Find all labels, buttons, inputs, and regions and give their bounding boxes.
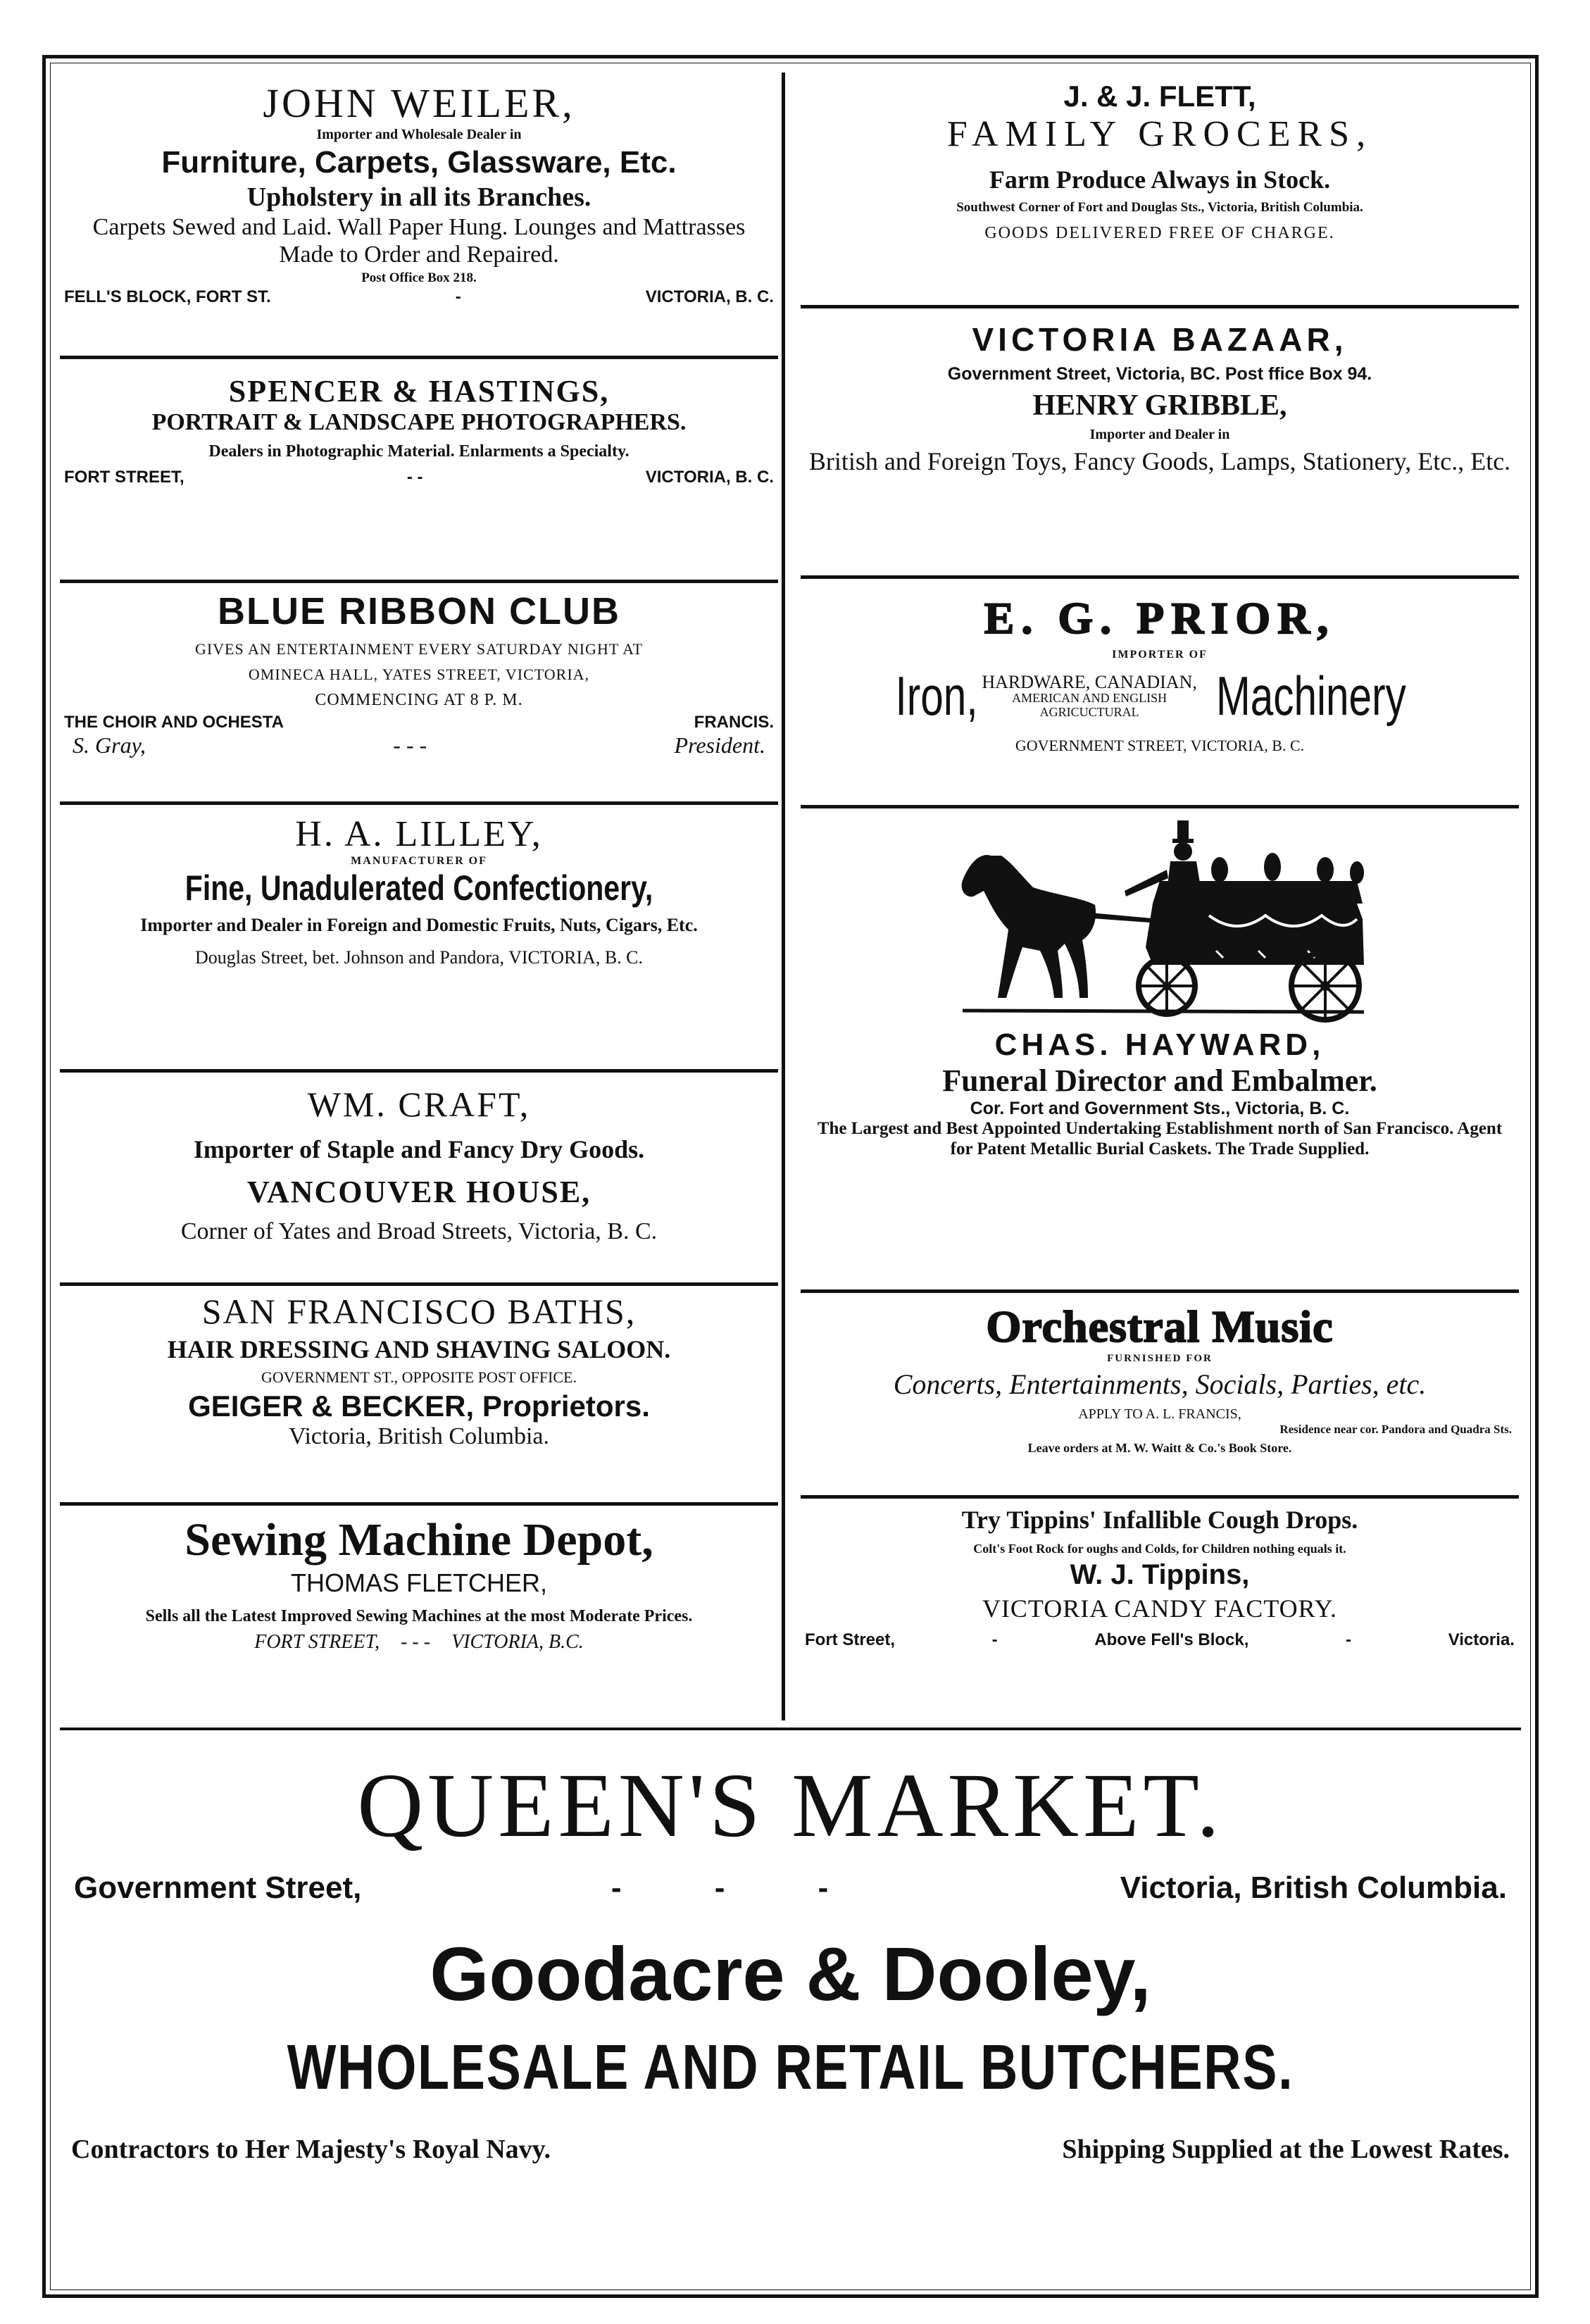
advertisement-page <box>42 55 1539 2298</box>
ad-title: E. G. PRIOR, <box>984 593 1336 643</box>
ad-address <box>801 1630 1519 1650</box>
ad-eg-prior <box>801 585 1519 796</box>
product-middle <box>982 673 1197 720</box>
ad-line: COMMENCING AT 8 P. M. <box>315 691 523 709</box>
footer-left: Contractors to Her Majesty's Royal Navy. <box>71 2135 551 2164</box>
divider <box>801 805 1519 808</box>
ad-address <box>60 1631 778 1654</box>
ad-flett-grocers <box>801 65 1519 298</box>
ad-title: BLUE RIBBON CLUB <box>218 590 620 632</box>
ad-signature <box>60 732 778 758</box>
address-left: FORT STREET, <box>64 467 184 487</box>
divider <box>801 1289 1519 1293</box>
ad-headline: Funeral Director and Embalmer. <box>942 1063 1377 1098</box>
ad-line: Leave orders at M. W. Waitt & Co.'s Book Store. <box>1027 1441 1292 1455</box>
address-right: VICTORIA, B. C. <box>645 467 774 487</box>
divider <box>60 801 778 805</box>
right-column <box>801 65 1519 1713</box>
ad-description: Carpets Sewed and Laid. Wall Paper Hung. Lounges and Mattrasses Made to Order and Repaired. <box>92 214 746 268</box>
address-right: Victoria, British Columbia. <box>1120 1870 1507 1905</box>
address-right: VICTORIA, B. C. <box>645 287 774 307</box>
ad-firm-name: Goodacre & Dooley, <box>430 1931 1151 2016</box>
address-left: Government Street, <box>74 1870 362 1905</box>
address-dash: - - - <box>401 1630 431 1653</box>
ad-subtitle: THOMAS FLETCHER, <box>290 1568 548 1597</box>
divider <box>60 580 778 583</box>
ad-victoria-bazaar <box>801 313 1519 553</box>
ad-line: GIVES AN ENTERTAINMENT EVERY SATURDAY NIGHT AT <box>194 640 644 658</box>
ad-subtitle: Importer and Dealer in <box>1089 427 1230 442</box>
ad-title: QUEEN'S MARKET. <box>357 1755 1224 1856</box>
ad-line: Victoria, British Columbia. <box>288 1423 550 1449</box>
footer-right: Shipping Supplied at the Lowest Rates. <box>1062 2135 1510 2164</box>
signature-name: S. Gray, <box>73 732 146 758</box>
ad-headline: Furniture, Carpets, Glassware, Etc. <box>161 144 677 180</box>
ad-chas-hayward <box>801 813 1519 1158</box>
iron-word: Iron, <box>895 665 978 727</box>
ad-description: Dealers in Photographic Material. Enlarments a Specialty. <box>208 442 630 461</box>
ad-subtitle: HAIR DRESSING AND SHAVING SALOON. <box>167 1335 671 1363</box>
ad-line: Upholstery in all its Branches. <box>246 182 591 212</box>
ad-blue-ribbon-club <box>60 588 778 799</box>
ad-headline: VANCOUVER HOUSE, <box>246 1175 591 1209</box>
ad-address: Southwest Corner of Fort and Douglas Sts., Victoria, British Columbia. <box>956 200 1363 215</box>
divider <box>801 575 1519 579</box>
signature-dash: - - - <box>393 732 427 758</box>
ad-address <box>46 1870 1535 1906</box>
ad-subtitle: IMPORTER OF <box>1112 649 1208 661</box>
ad-address: GOVERNMENT STREET, VICTORIA, B. C. <box>1015 737 1305 754</box>
ad-footer <box>46 2134 1535 2165</box>
ad-product-line <box>801 664 1519 728</box>
divider <box>801 1495 1519 1499</box>
ad-sewing-machine-depot <box>60 1511 778 1715</box>
address-dash: - <box>1346 1630 1352 1649</box>
ad-headline: Try Tippins' Infallible Cough Drops. <box>961 1506 1358 1534</box>
machinery-word: Machinery <box>1215 665 1406 727</box>
ad-post-box: Post Office Box 218. <box>361 270 477 285</box>
ad-subtitle: MANUFACTURER OF <box>351 855 487 867</box>
choir-right: FRANCIS. <box>694 713 774 732</box>
column-divider <box>782 73 785 1720</box>
address-right: Victoria. <box>1448 1630 1515 1649</box>
address-dash: - - - <box>611 1870 871 1905</box>
ad-address: Douglas Street, bet. Johnson and Pandora, VICTORIA, B. C. <box>195 947 643 968</box>
divider <box>60 1069 778 1073</box>
divider <box>60 1502 778 1506</box>
ad-subtitle: FURNISHED FOR <box>1107 1353 1213 1364</box>
ad-address <box>60 468 778 487</box>
address-right: VICTORIA, B.C. <box>451 1630 584 1653</box>
product-line-1: HARDWARE, CANADIAN, <box>982 672 1197 693</box>
ad-john-weiler <box>60 65 778 347</box>
ad-address: GOVERNMENT ST., OPPOSITE POST OFFICE. <box>261 1368 577 1386</box>
address-dash: - <box>991 1630 998 1649</box>
ad-queens-market <box>46 1749 1535 2284</box>
ad-description: The Largest and Best Appointed Undertaking Establishment north of San Francisco. Agent for Patent Metallic Burial Caskets. The Trade Supplied. <box>817 1119 1503 1158</box>
ad-headline: WHOLESALE AND RETAIL BUTCHERS. <box>287 2032 1294 2103</box>
ad-line: Importer of Staple and Fancy Dry Goods. <box>193 1135 645 1163</box>
ad-title: VICTORIA BAZAAR, <box>972 321 1348 358</box>
ad-address: Cor. Fort and Government Sts., Victoria, B. C. <box>970 1099 1350 1118</box>
product-line-3: AGRICUCTURAL <box>1039 705 1139 720</box>
ad-tippins <box>801 1504 1519 1715</box>
ad-line: Colt's Foot Rock for oughs and Colds, for Children nothing equals it. <box>973 1542 1346 1556</box>
ad-line: APPLY TO A. L. FRANCIS, <box>1078 1406 1241 1422</box>
address-middle: Above Fell's Block, <box>1094 1630 1249 1649</box>
ad-description: Sells all the Latest Improved Sewing Machines at the most Moderate Prices. <box>145 1607 693 1625</box>
ad-title: WM. CRAFT, <box>307 1085 531 1124</box>
ad-lilley <box>60 811 778 1071</box>
ad-subtitle: Importer and Wholesale Dealer in <box>316 126 522 142</box>
ad-title: CHAS. HAYWARD, <box>994 1027 1325 1062</box>
ad-title: Orchestral Music <box>986 1301 1334 1351</box>
hearse-illustration <box>941 813 1378 1025</box>
ad-line: OMINECA HALL, YATES STREET, VICTORIA, <box>248 666 590 683</box>
section-divider <box>60 1728 1521 1730</box>
divider <box>60 1282 778 1286</box>
ad-title: JOHN WEILER, <box>263 80 575 126</box>
address-left: Fort Street, <box>805 1630 896 1649</box>
address-dash: - <box>455 287 461 307</box>
ad-title: W. J. Tippins, <box>1070 1559 1250 1590</box>
ad-spencer-hastings <box>60 365 778 576</box>
ad-title: H. A. LILLEY, <box>295 814 543 854</box>
ad-line: GOODS DELIVERED FREE OF CHARGE. <box>984 224 1335 242</box>
ad-description: Importer and Dealer in Foreign and Domestic Fruits, Nuts, Cigars, Etc. <box>140 915 698 935</box>
divider <box>801 305 1519 308</box>
ad-title: J. & J. FLETT, <box>1063 80 1256 113</box>
ad-subtitle: PORTRAIT & LANDSCAPE PHOTOGRAPHERS. <box>151 409 687 435</box>
ad-headline: Farm Produce Always in Stock. <box>989 165 1331 194</box>
ad-subtitle: FAMILY GROCERS, <box>946 114 1373 154</box>
left-column <box>60 65 778 1713</box>
ad-address <box>60 287 778 307</box>
address-left: FELL'S BLOCK, FORT ST. <box>64 287 271 307</box>
ad-headline: Fine, Unadulerated Confectionery, <box>184 868 653 908</box>
ad-title: SPENCER & HASTINGS, <box>228 374 610 408</box>
signature-title: President. <box>674 732 765 758</box>
divider <box>60 356 778 359</box>
product-line-2: AMERICAN AND ENGLISH <box>1012 691 1168 706</box>
ad-headline: HENRY GRIBBLE, <box>1032 389 1287 422</box>
ad-line <box>60 713 778 732</box>
ad-address: Corner of Yates and Broad Streets, Victoria, B. C. <box>180 1218 658 1244</box>
ad-san-francisco-baths <box>60 1291 778 1502</box>
choir-text: THE CHOIR AND OCHESTA <box>64 713 284 732</box>
ad-line: VICTORIA CANDY FACTORY. <box>982 1594 1338 1623</box>
ad-wm-craft <box>60 1078 778 1289</box>
ad-headline: Concerts, Entertainments, Socials, Parties, etc. <box>893 1368 1427 1400</box>
ad-orchestral-music <box>801 1298 1519 1488</box>
address-dash: - - <box>406 467 423 487</box>
ad-title: SAN FRANCISCO BATHS, <box>201 1292 637 1331</box>
ad-title: Sewing Machine Depot, <box>184 1514 653 1566</box>
ad-headline: GEIGER & BECKER, Proprietors. <box>188 1389 650 1423</box>
ad-line: Residence near cor. Pandora and Quadra Sts. <box>1279 1423 1512 1436</box>
ad-address: Government Street, Victoria, BC. Post ffice Box 94. <box>947 364 1372 384</box>
ad-description: British and Foreign Toys, Fancy Goods, Lamps, Stationery, Etc., Etc. <box>808 447 1511 475</box>
address-left: FORT STREET, <box>254 1630 380 1653</box>
